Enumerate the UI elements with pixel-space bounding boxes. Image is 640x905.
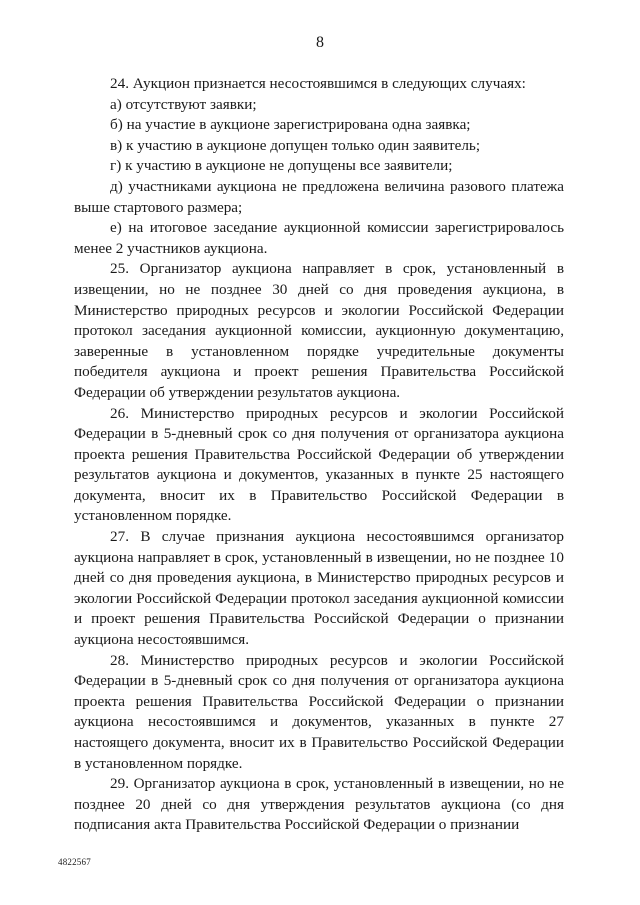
paragraph-24-d: д) участниками аукциона не предложена величина разового платежа выше стартового размера; [74, 177, 564, 216]
paragraph-24-b: б) на участие в аукционе зарегистрирована одна заявка; [110, 116, 471, 134]
document-code: 4822567 [58, 857, 91, 867]
paragraph-24-g: г) к участию в аукционе не допущены все заявители; [110, 157, 453, 175]
paragraph-25: 25. Организатор аукциона направляет в срок, установленный в извещении, но не позднее 30 дней со дня проведения аукциона, в Министерство природных ресурсов и экологии Российской Федерации протокол заседания аукционной комиссии, аукционную документацию, заверенные в установленном порядке учредительные документы победителя аукциона и проект решения Правительства Российской Федерации об утверждении результатов аукциона. [74, 260, 564, 401]
paragraph-24-v: в) к участию в аукционе допущен только один заявитель; [110, 136, 481, 154]
page-number: 8 [316, 34, 324, 51]
paragraph-29: 29. Организатор аукциона в срок, установленный в извещении, но не позднее 20 дней со дня утверждения результатов аукциона (со дня подписания акта Правительства Российской Федерации о признании [74, 775, 564, 834]
paragraph-24-a: а) отсутствуют заявки; [110, 95, 257, 113]
paragraph-26: 26. Министерство природных ресурсов и экологии Российской Федерации в 5-дневный срок со дня получения от организатора аукциона проекта решения Правительства Российской Федерации об утверждении результатов аукциона и документов, указанных в пункте 25 настоящего документа, вносит их в Правительство Российской Федерации в установленном порядке. [74, 404, 564, 525]
document-body [74, 74, 564, 836]
paragraph-28: 28. Министерство природных ресурсов и экологии Российской Федерации в 5-дневный срок со дня получения от организатора аукциона проекта решения Правительства Российской Федерации о признании аукциона несостоявшимся и документов, указанных в пункте 27 настоящего документа, вносит их в Правительство Российской Федерации в установленном порядке. [74, 651, 564, 772]
paragraph-24-e: е) на итоговое заседание аукционной комиссии зарегистрировалось менее 2 участников аукциона. [74, 219, 564, 257]
paragraph-27: 27. В случае признания аукциона несостоявшимся организатор аукциона направляет в срок, установленный в извещении, но не позднее 10 дней со дня проведения аукциона, в Министерство природных ресурсов и экологии Российской Федерации протокол заседания аукционной комиссии и проект решения Правительства Российской Федерации о признании аукциона несостоявшимся. [74, 528, 564, 649]
paragraph-24: 24. Аукцион признается несостоявшимся в следующих случаях: [110, 75, 526, 92]
